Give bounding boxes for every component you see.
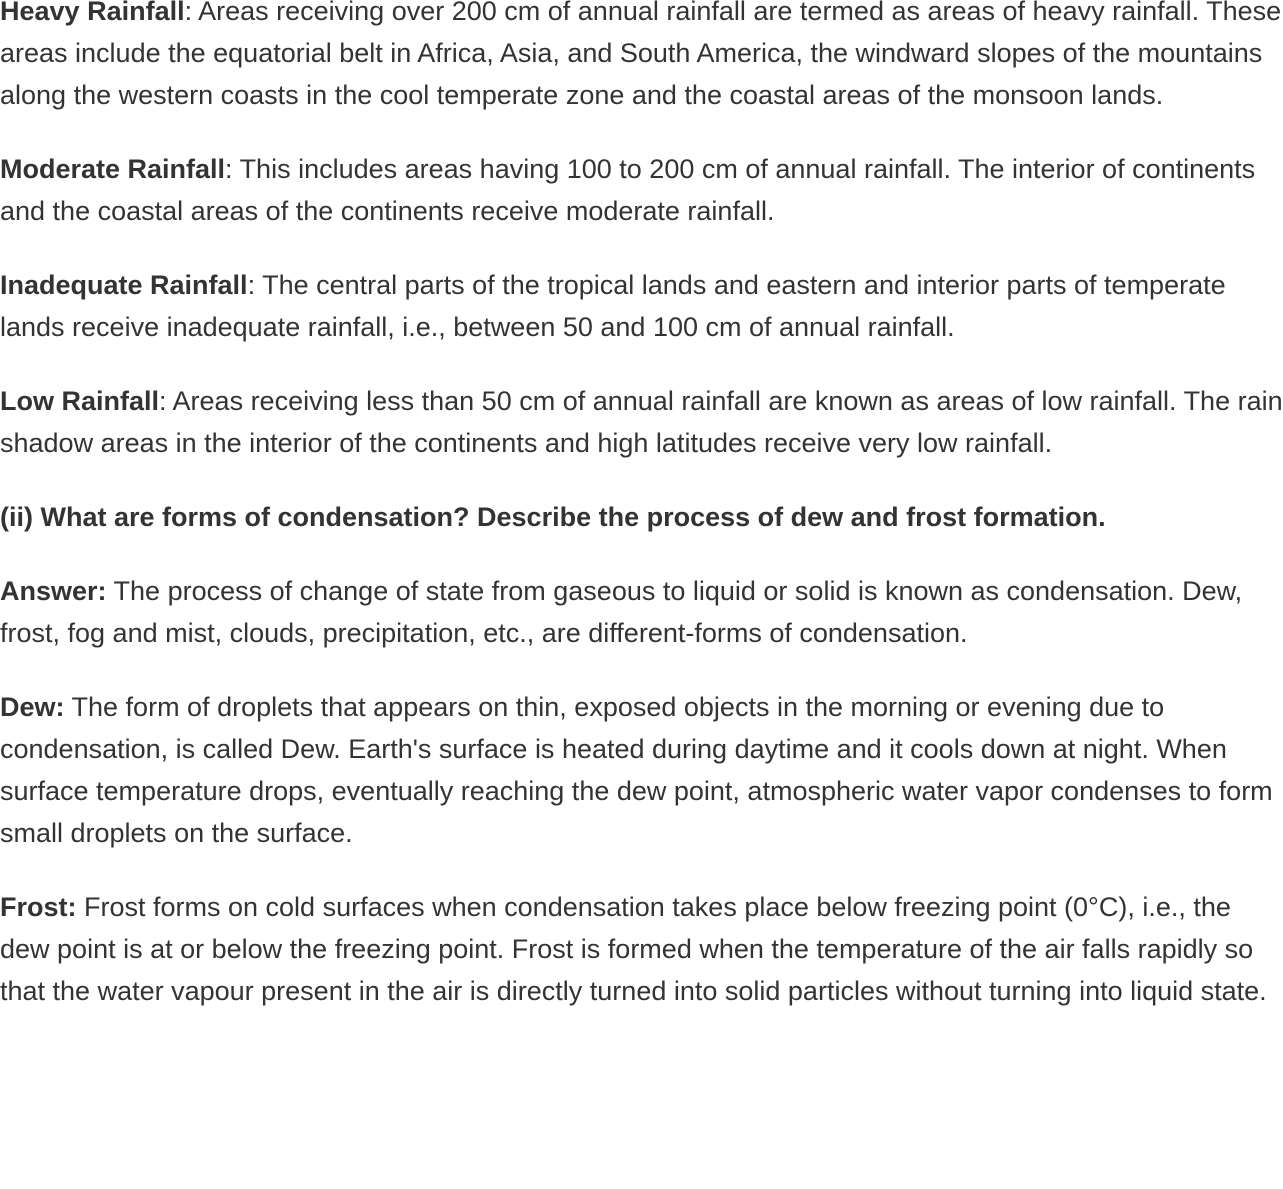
dew-paragraph (0, 686, 1283, 854)
frost-label: Frost: (0, 892, 77, 922)
inadequate-rainfall-paragraph (0, 264, 1283, 348)
answer-paragraph (0, 570, 1283, 654)
low-rainfall-paragraph (0, 380, 1283, 464)
question-heading: (ii) What are forms of condensation? Describe the process of dew and frost formation. (0, 502, 1106, 532)
moderate-rainfall-text: This includes areas having 100 to 200 cm of annual rainfall. The interior of continents and the coastal areas of the continents receive moderate rainfall. (0, 154, 1256, 226)
heavy-rainfall-term: Heavy Rainfall (0, 0, 185, 26)
answer-label: Answer: (0, 576, 107, 606)
inadequate-rainfall-text: The central parts of the tropical lands and eastern and interior parts of temperate lands receive inadequate rainfall, i.e., between 50 and 100 cm of annual rainfall. (0, 270, 1226, 342)
inadequate-rainfall-term: Inadequate Rainfall (0, 270, 248, 300)
low-rainfall-text: Areas receiving less than 50 cm of annual rainfall are known as areas of low rainfall. The rain shadow areas in the interior of the continents and high latitudes receive very low rainfall. (0, 386, 1283, 458)
moderate-rainfall-paragraph (0, 148, 1283, 232)
dew-label: Dew: (0, 692, 65, 722)
low-rainfall-term: Low Rainfall (0, 386, 160, 416)
frost-paragraph (0, 886, 1283, 1012)
frost-text: Frost forms on cold surfaces when condensation takes place below freezing point (0°C), i.e., the dew point is at or below the freezing point. Frost is formed when the temperature of the air falls rapidly so that the water vapour present in the air is directly turned into solid particles without turning into liquid state. (0, 892, 1267, 1006)
moderate-rainfall-term: Moderate Rainfall (0, 154, 226, 184)
moderate-rainfall-separator: : (225, 154, 240, 184)
heavy-rainfall-separator: : (184, 0, 199, 26)
dew-text: The form of droplets that appears on thin, exposed objects in the morning or evening due to condensation, is called Dew. Earth's surface is heated during daytime and it cools down at night. When surface temperature drops, eventually reaching the dew point, atmospheric water vapor condenses to form small droplets on the surface. (0, 692, 1273, 848)
low-rainfall-separator: : (159, 386, 173, 416)
heavy-rainfall-text: Areas receiving over 200 cm of annual rainfall are termed as areas of heavy rainfall. These areas include the equatorial belt in Africa, Asia, and South America, the windward slopes of the mountains along the western coasts in the cool temperate zone and the coastal areas of the monsoon lands. (0, 0, 1282, 110)
answer-text: The process of change of state from gaseous to liquid or solid is known as condensation. Dew, frost, fog and mist, clouds, precipitation, etc., are different-forms of condensation. (0, 576, 1243, 648)
heavy-rainfall-paragraph (0, 0, 1283, 116)
inadequate-rainfall-separator: : (247, 270, 263, 300)
